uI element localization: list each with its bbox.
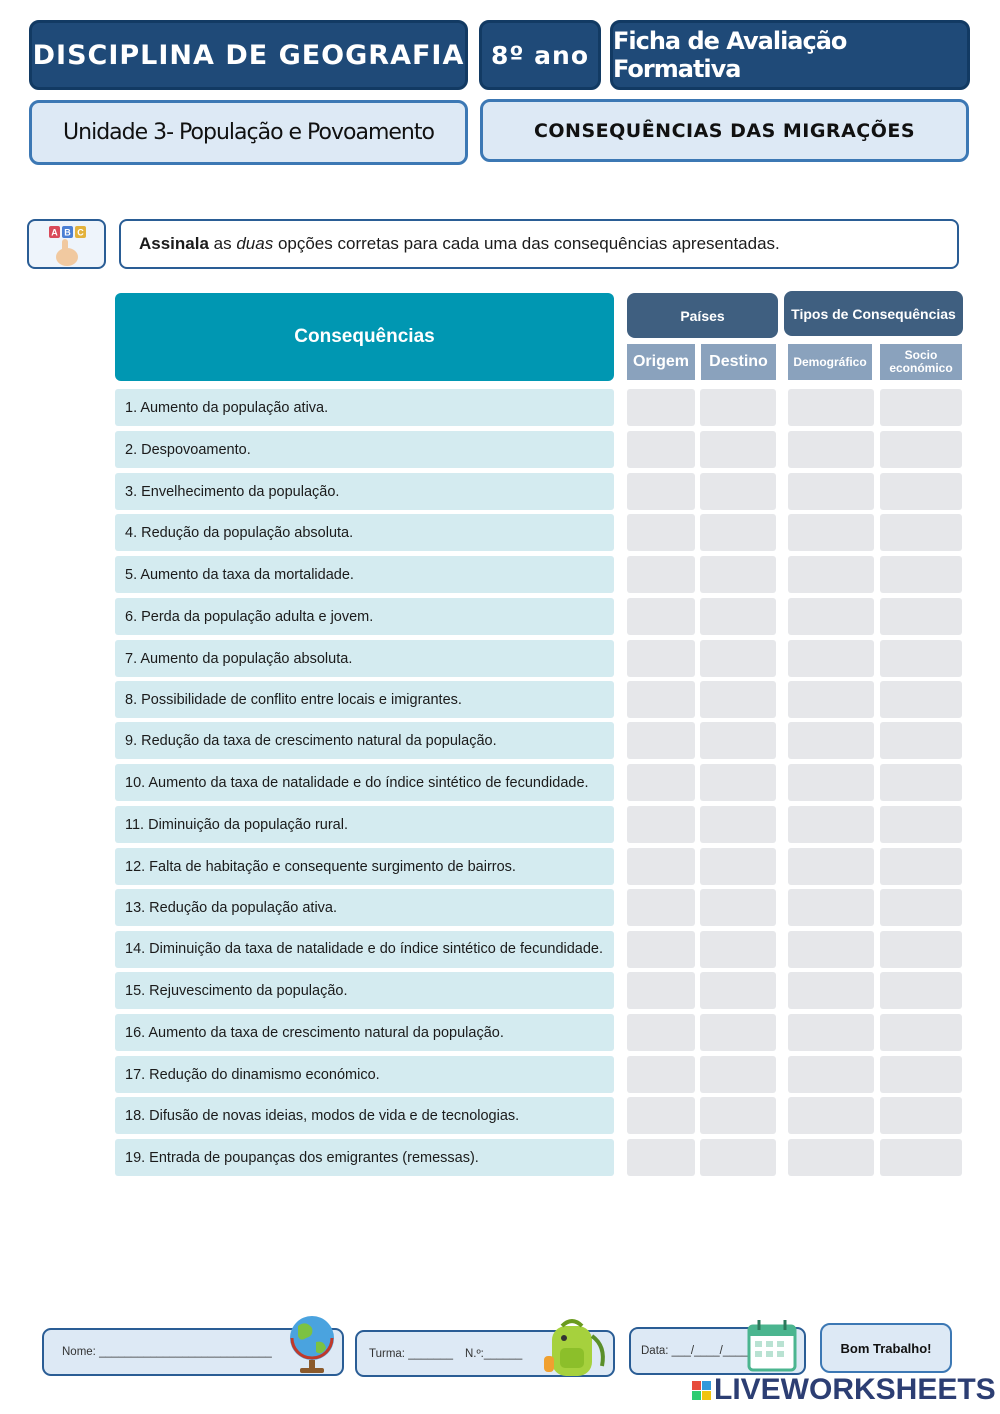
origin-checkbox[interactable] bbox=[627, 514, 695, 551]
demographic-checkbox[interactable] bbox=[788, 1056, 874, 1093]
origin-checkbox[interactable] bbox=[627, 806, 695, 843]
good-work-badge: Bom Trabalho! bbox=[820, 1323, 952, 1373]
demographic-checkbox[interactable] bbox=[788, 764, 874, 801]
socioeconomic-checkbox[interactable] bbox=[880, 556, 962, 593]
svg-text:C: C bbox=[77, 227, 84, 238]
origin-checkbox[interactable] bbox=[627, 473, 695, 510]
socioeconomic-checkbox[interactable] bbox=[880, 1014, 962, 1051]
unit-title: Unidade 3- População e Povoamento bbox=[29, 100, 468, 165]
logo-mark-icon bbox=[692, 1381, 711, 1400]
consequence-row-label: 13. Redução da população ativa. bbox=[115, 889, 614, 926]
instruction-text: Assinala as duas opções corretas para cada uma das consequências apresentadas. bbox=[119, 219, 959, 269]
socioeconomic-checkbox[interactable] bbox=[880, 806, 962, 843]
destination-checkbox[interactable] bbox=[700, 431, 776, 468]
destination-checkbox[interactable] bbox=[700, 514, 776, 551]
consequence-row-label: 8. Possibilidade de conflito entre locais e imigrantes. bbox=[115, 681, 614, 718]
topic-title: CONSEQUÊNCIAS DAS MIGRAÇÕES bbox=[480, 99, 969, 162]
demographic-checkbox[interactable] bbox=[788, 1097, 874, 1134]
destination-checkbox[interactable] bbox=[700, 722, 776, 759]
demographic-checkbox[interactable] bbox=[788, 473, 874, 510]
consequence-row-label: 12. Falta de habitação e consequente surgimento de bairros. bbox=[115, 848, 614, 885]
demographic-column-header: Demográfico bbox=[788, 344, 872, 380]
grade-badge: 8º ano bbox=[479, 20, 601, 90]
destination-checkbox[interactable] bbox=[700, 389, 776, 426]
origin-checkbox[interactable] bbox=[627, 1139, 695, 1176]
socioeconomic-checkbox[interactable] bbox=[880, 514, 962, 551]
consequence-row-label: 2. Despovoamento. bbox=[115, 431, 614, 468]
origin-checkbox[interactable] bbox=[627, 681, 695, 718]
demographic-checkbox[interactable] bbox=[788, 681, 874, 718]
socioeconomic-checkbox[interactable] bbox=[880, 931, 962, 968]
consequence-row-label: 4. Redução da população absoluta. bbox=[115, 514, 614, 551]
demographic-checkbox[interactable] bbox=[788, 972, 874, 1009]
subject-title: DISCIPLINA DE GEOGRAFIA bbox=[29, 20, 468, 90]
destination-checkbox[interactable] bbox=[700, 473, 776, 510]
name-label: Nome: ___________________________ bbox=[62, 1346, 272, 1358]
origin-checkbox[interactable] bbox=[627, 1056, 695, 1093]
consequence-row-label: 1. Aumento da população ativa. bbox=[115, 389, 614, 426]
destination-checkbox[interactable] bbox=[700, 764, 776, 801]
origin-checkbox[interactable] bbox=[627, 931, 695, 968]
class-label: Turma: _______ bbox=[369, 1347, 453, 1360]
pointing-hand-icon bbox=[29, 221, 104, 267]
demographic-checkbox[interactable] bbox=[788, 1139, 874, 1176]
date-label: Data: ___/____/____ bbox=[641, 1345, 749, 1357]
consequence-row-label: 7. Aumento da população absoluta. bbox=[115, 640, 614, 677]
destination-checkbox[interactable] bbox=[700, 640, 776, 677]
consequence-row-label: 14. Diminuição da taxa de natalidade e do índice sintético de fecundidade. bbox=[115, 931, 614, 968]
origin-checkbox[interactable] bbox=[627, 1014, 695, 1051]
socioeconomic-checkbox[interactable] bbox=[880, 848, 962, 885]
destination-checkbox[interactable] bbox=[700, 889, 776, 926]
origin-checkbox[interactable] bbox=[627, 598, 695, 635]
destination-checkbox[interactable] bbox=[700, 556, 776, 593]
demographic-checkbox[interactable] bbox=[788, 556, 874, 593]
backpack-icon bbox=[540, 1316, 610, 1382]
origin-checkbox[interactable] bbox=[627, 1097, 695, 1134]
socioeconomic-checkbox[interactable] bbox=[880, 764, 962, 801]
consequence-row-label: 3. Envelhecimento da população. bbox=[115, 473, 614, 510]
demographic-checkbox[interactable] bbox=[788, 722, 874, 759]
globe-icon bbox=[286, 1312, 338, 1376]
consequence-row-label: 5. Aumento da taxa da mortalidade. bbox=[115, 556, 614, 593]
destination-checkbox[interactable] bbox=[700, 1014, 776, 1051]
demographic-checkbox[interactable] bbox=[788, 1014, 874, 1051]
origin-checkbox[interactable] bbox=[627, 722, 695, 759]
consequence-row-label: 15. Rejuvescimento da população. bbox=[115, 972, 614, 1009]
origin-column-header: Origem bbox=[627, 344, 695, 380]
demographic-checkbox[interactable] bbox=[788, 389, 874, 426]
socioeconomic-checkbox[interactable] bbox=[880, 431, 962, 468]
destination-checkbox[interactable] bbox=[700, 806, 776, 843]
destination-checkbox[interactable] bbox=[700, 681, 776, 718]
number-label: N.º:______ bbox=[464, 1347, 523, 1360]
demographic-checkbox[interactable] bbox=[788, 598, 874, 635]
socioeconomic-checkbox[interactable] bbox=[880, 1056, 962, 1093]
countries-header: Países bbox=[627, 293, 778, 338]
svg-text:B: B bbox=[64, 227, 71, 238]
socioeconomic-checkbox[interactable] bbox=[880, 889, 962, 926]
abc-icon bbox=[27, 219, 106, 269]
destination-checkbox[interactable] bbox=[700, 598, 776, 635]
calendar-icon bbox=[745, 1316, 803, 1376]
destination-checkbox[interactable] bbox=[700, 1139, 776, 1176]
demographic-checkbox[interactable] bbox=[788, 431, 874, 468]
consequence-row-label: 9. Redução da taxa de crescimento natural da população. bbox=[115, 722, 614, 759]
origin-checkbox[interactable] bbox=[627, 640, 695, 677]
demographic-checkbox[interactable] bbox=[788, 640, 874, 677]
socioeconomic-checkbox[interactable] bbox=[880, 972, 962, 1009]
socioeconomic-checkbox[interactable] bbox=[880, 598, 962, 635]
sheet-type-title: Ficha de Avaliação Formativa bbox=[610, 20, 970, 90]
consequence-row-label: 10. Aumento da taxa de natalidade e do índice sintético de fecundidade. bbox=[115, 764, 614, 801]
origin-checkbox[interactable] bbox=[627, 848, 695, 885]
socioeconomic-checkbox[interactable] bbox=[880, 681, 962, 718]
liveworksheets-logo: LIVEWORKSHEETS bbox=[692, 1373, 996, 1407]
socioeconomic-checkbox[interactable] bbox=[880, 640, 962, 677]
origin-checkbox[interactable] bbox=[627, 764, 695, 801]
svg-text:A: A bbox=[51, 227, 58, 238]
demographic-checkbox[interactable] bbox=[788, 806, 874, 843]
socioeconomic-column-header: Socio económico bbox=[880, 344, 962, 380]
destination-checkbox[interactable] bbox=[700, 972, 776, 1009]
demographic-checkbox[interactable] bbox=[788, 848, 874, 885]
consequence-row-label: 11. Diminuição da população rural. bbox=[115, 806, 614, 843]
consequence-row-label: 17. Redução do dinamismo económico. bbox=[115, 1056, 614, 1093]
consequence-row-label: 16. Aumento da taxa de crescimento natural da população. bbox=[115, 1014, 614, 1051]
consequence-row-label: 19. Entrada de poupanças dos emigrantes (remessas). bbox=[115, 1139, 614, 1176]
consequences-header: Consequências bbox=[115, 293, 614, 381]
demographic-checkbox[interactable] bbox=[788, 931, 874, 968]
socioeconomic-checkbox[interactable] bbox=[880, 389, 962, 426]
socioeconomic-checkbox[interactable] bbox=[880, 1097, 962, 1134]
origin-checkbox[interactable] bbox=[627, 556, 695, 593]
socioeconomic-checkbox[interactable] bbox=[880, 473, 962, 510]
demographic-checkbox[interactable] bbox=[788, 514, 874, 551]
consequence-row-label: 6. Perda da população adulta e jovem. bbox=[115, 598, 614, 635]
destination-checkbox[interactable] bbox=[700, 931, 776, 968]
destination-column-header: Destino bbox=[701, 344, 776, 380]
consequence-row-label: 18. Difusão de novas ideias, modos de vida e de tecnologias. bbox=[115, 1097, 614, 1134]
destination-checkbox[interactable] bbox=[700, 848, 776, 885]
origin-checkbox[interactable] bbox=[627, 889, 695, 926]
socioeconomic-checkbox[interactable] bbox=[880, 1139, 962, 1176]
demographic-checkbox[interactable] bbox=[788, 889, 874, 926]
destination-checkbox[interactable] bbox=[700, 1056, 776, 1093]
consequence-types-header: Tipos de Consequências bbox=[784, 291, 963, 336]
origin-checkbox[interactable] bbox=[627, 389, 695, 426]
destination-checkbox[interactable] bbox=[700, 1097, 776, 1134]
origin-checkbox[interactable] bbox=[627, 431, 695, 468]
origin-checkbox[interactable] bbox=[627, 972, 695, 1009]
socioeconomic-checkbox[interactable] bbox=[880, 722, 962, 759]
